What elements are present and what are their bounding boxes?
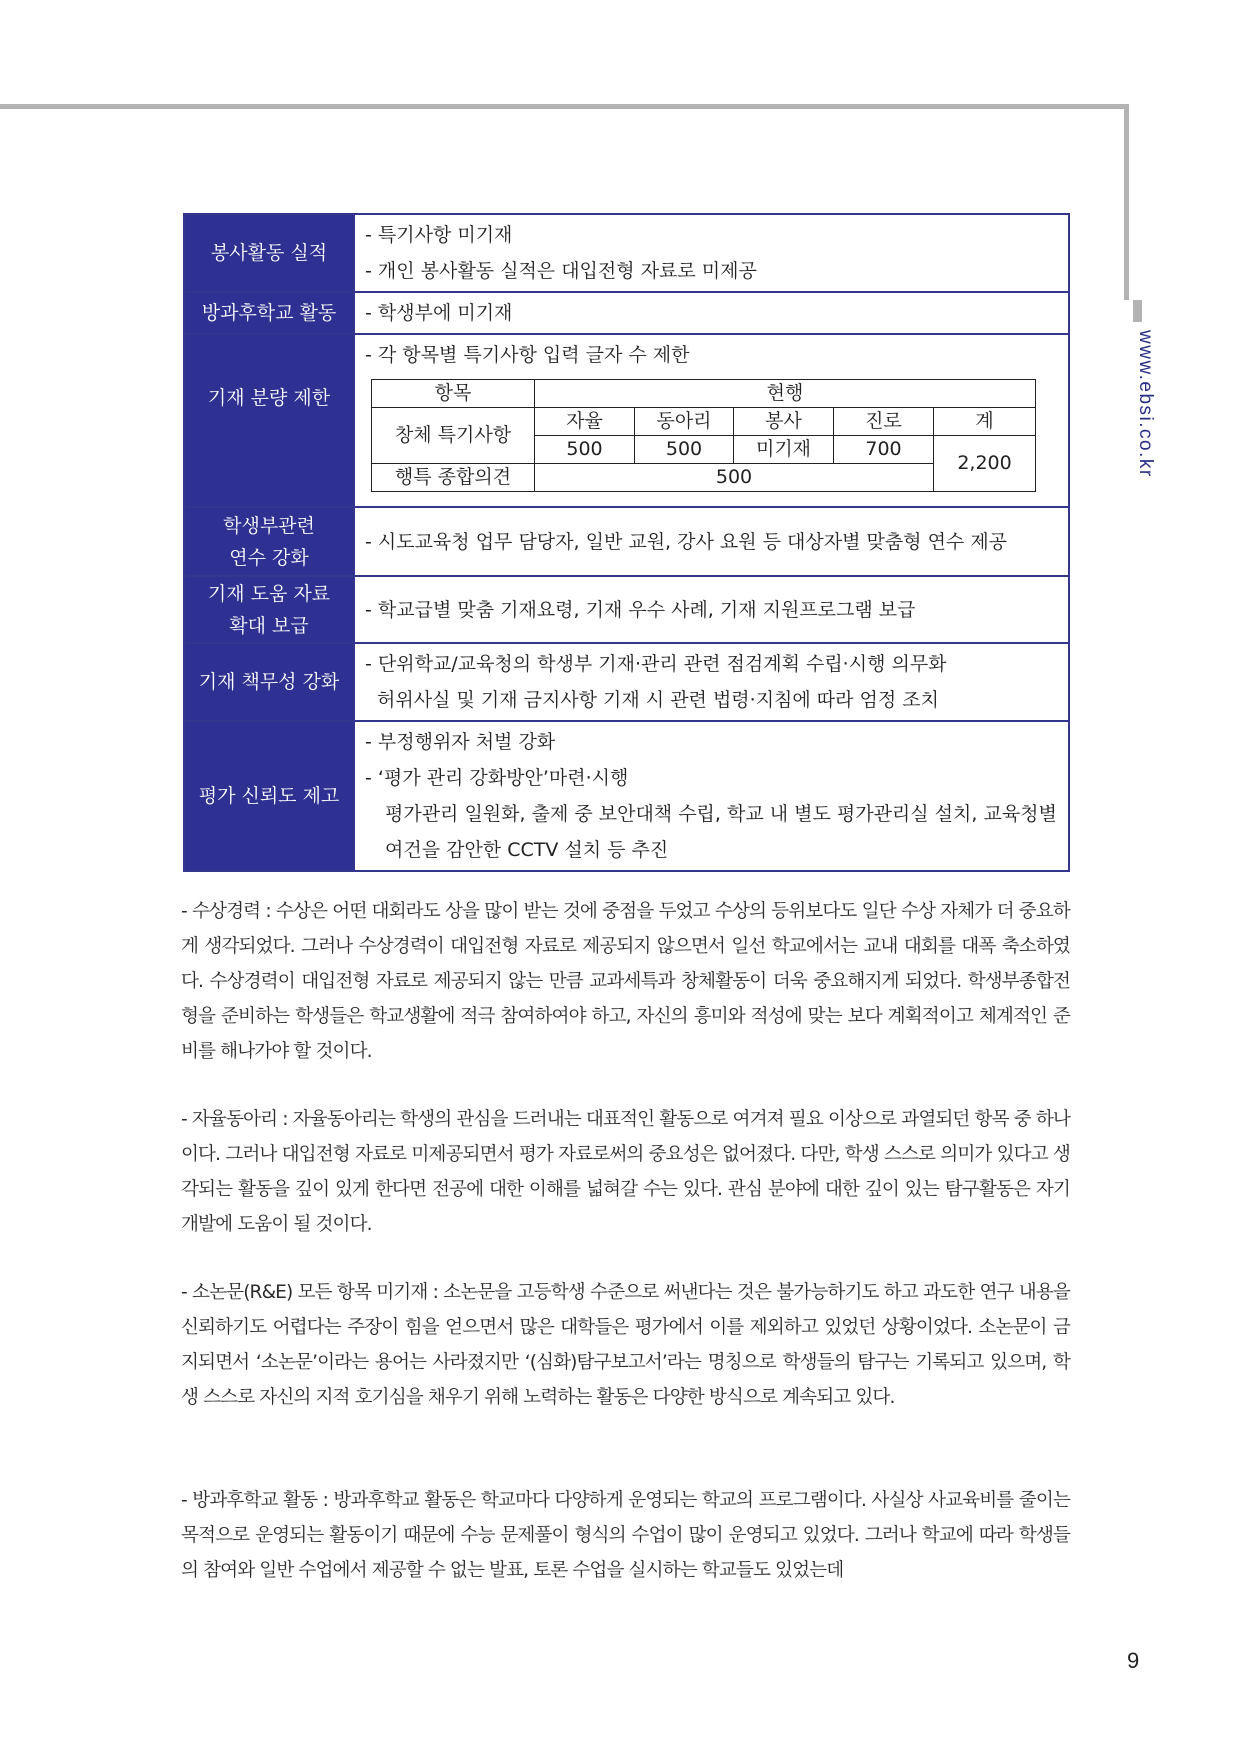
limit-subhead: 자율 bbox=[535, 408, 635, 436]
table-row bbox=[184, 214, 1069, 292]
description-line: - 학교급별 맞춤 기재요령, 기재 우수 사례, 기재 지원프로그램 보급 bbox=[365, 598, 916, 621]
category-cell: 학생부관련 연수 강화 bbox=[184, 507, 354, 576]
paragraph-thesis: - 소논문(R&E) 모든 항목 미기재 : 소논문을 고등학생 수준으로 써낸다는 것은 불가능하기도 하고 과도한 연구 내용을 신뢰하기도 어렵다는 주장이 힘을 얻으면서 많은 대학들은 평가에서 이를 제외하고 있었던 상황이었다. 소논문이 금지되면서 ‘소논문’이라는 용어는 사라졌지만 ‘(심화)탐구보고서’라는 명칭으로 학생들의 탐구는 기록되고 있으며, 학생 스스로 자신의 지적 호기심을 채우기 위해 노력하는 활동은 다양한 방식으로 계속되고 있다. bbox=[181, 1282, 1070, 1408]
limit-value: 500 bbox=[535, 464, 934, 492]
description-cell bbox=[354, 214, 1069, 292]
category-cell: 방과후학교 활동 bbox=[184, 292, 354, 334]
description-cell bbox=[354, 721, 1069, 871]
limit-subhead: 계 bbox=[934, 408, 1036, 436]
category-cell: 기재 도움 자료 확대 보급 bbox=[184, 576, 354, 643]
limit-value: 500 bbox=[635, 436, 734, 464]
limit-value: 700 bbox=[834, 436, 934, 464]
limit-row-label: 행특 종합의견 bbox=[372, 464, 535, 492]
header-frame-right-line bbox=[1124, 104, 1129, 300]
category-cell: 기재 책무성 강화 bbox=[184, 643, 354, 721]
character-limit-table bbox=[371, 379, 1036, 492]
limit-value: 500 bbox=[535, 436, 635, 464]
description-cell bbox=[354, 643, 1069, 721]
paragraph-after-school: - 방과후학교 활동 : 방과후학교 활동은 학교마다 다양하게 운영되는 학교의 프로그램이다. 사실상 사교육비를 줄이는 목적으로 운영되는 활동이기 때문에 수능 문제풀이 형식의 수업이 많이 운영되고 있었다. 그러나 학교에 따라 학생들의 참여와 일반 수업에서 제공할 수 없는 발표, 토론 수업을 실시하는 학교들도 있었는데 bbox=[181, 1490, 1070, 1581]
description-line: - ‘평가 관리 강화방안’마련·시행 bbox=[365, 767, 629, 789]
description-line: - 특기사항 미기재 bbox=[365, 224, 513, 246]
category-cell: 봉사활동 실적 bbox=[184, 214, 354, 292]
description-line: 허위사실 및 기재 금지사항 기재 시 관련 법령·지침에 따라 엄정 조치 bbox=[377, 689, 939, 711]
table-row bbox=[184, 576, 1069, 643]
limit-header-item: 항목 bbox=[372, 380, 535, 408]
limit-subhead: 진로 bbox=[834, 408, 934, 436]
description-line: 평가관리 일원화, 출제 중 보안대책 수립, 학교 내 별도 평가관리실 설치, 교육청별 bbox=[385, 803, 1057, 825]
page-number: 9 bbox=[1127, 1648, 1140, 1673]
category-cell: 평가 신뢰도 제고 bbox=[184, 721, 354, 871]
policy-table bbox=[183, 213, 1070, 872]
description-line: - 각 항목별 특기사항 입력 글자 수 제한 bbox=[365, 344, 690, 366]
description-cell bbox=[354, 507, 1069, 576]
table-row bbox=[184, 643, 1069, 721]
side-tab-marker bbox=[1133, 300, 1142, 322]
limit-total: 2,200 bbox=[934, 436, 1036, 492]
site-url: www.ebsi.co.kr bbox=[1135, 330, 1156, 478]
category-cell: 기재 분량 제한 bbox=[184, 334, 354, 507]
limit-subhead: 봉사 bbox=[734, 408, 834, 436]
description-line: - 부정행위자 처벌 강화 bbox=[365, 731, 556, 753]
limit-row-label: 창체 특기사항 bbox=[372, 408, 535, 464]
description-cell bbox=[354, 334, 1069, 507]
table-row bbox=[184, 292, 1069, 334]
table-row bbox=[184, 507, 1069, 576]
header-frame-top-line bbox=[0, 104, 1128, 109]
description-line: - 시도교육청 업무 담당자, 일반 교원, 강사 요원 등 대상자별 맞춤형 연수 제공 bbox=[365, 530, 1008, 553]
table-row bbox=[184, 721, 1069, 871]
limit-header-current: 현행 bbox=[535, 380, 1036, 408]
description-cell bbox=[354, 292, 1069, 334]
description-line: - 학생부에 미기재 bbox=[365, 302, 513, 324]
limit-subhead: 동아리 bbox=[635, 408, 734, 436]
description-line: - 단위학교/교육청의 학생부 기재·관리 관련 점검계획 수립·시행 의무화 bbox=[365, 653, 947, 675]
description-line: 여건을 감안한 CCTV 설치 등 추진 bbox=[385, 839, 669, 861]
table-row bbox=[184, 334, 1069, 507]
description-cell bbox=[354, 576, 1069, 643]
description-line: - 개인 봉사활동 실적은 대입전형 자료로 미제공 bbox=[365, 260, 757, 282]
paragraph-awards: - 수상경력 : 수상은 어떤 대회라도 상을 많이 받는 것에 중점을 두었고 수상의 등위보다도 일단 수상 자체가 더 중요하게 생각되었다. 그러나 수상경력이 대입전형 자료로 제공되지 않으면서 일선 학교에서는 교내 대회를 대폭 축소하였다. 수상경력이 대입전형 자료로 제공되지 않는 만큼 교과세특과 창체활동이 더욱 중요해지게 되었다. 학생부종합전형을 준비하는 학생들은 학교생활에 적극 참여하여야 하고, 자신의 흥미와 적성에 맞는 보다 계획적이고 체계적인 준비를 해나가야 할 것이다. bbox=[181, 901, 1070, 1062]
limit-value: 미기재 bbox=[734, 436, 834, 464]
paragraph-autonomous-club: - 자율동아리 : 자율동아리는 학생의 관심을 드러내는 대표적인 활동으로 여겨져 필요 이상으로 과열되던 항목 중 하나이다. 그러나 대입전형 자료로 미제공되면서 평가 자료로써의 중요성은 없어졌다. 다만, 학생 스스로 의미가 있다고 생각되는 활동을 깊이 있게 한다면 전공에 대한 이해를 넓혀갈 수는 있다. 관심 분야에 대한 깊이 있는 탐구활동은 자기개발에 도움이 될 것이다. bbox=[181, 1109, 1070, 1235]
